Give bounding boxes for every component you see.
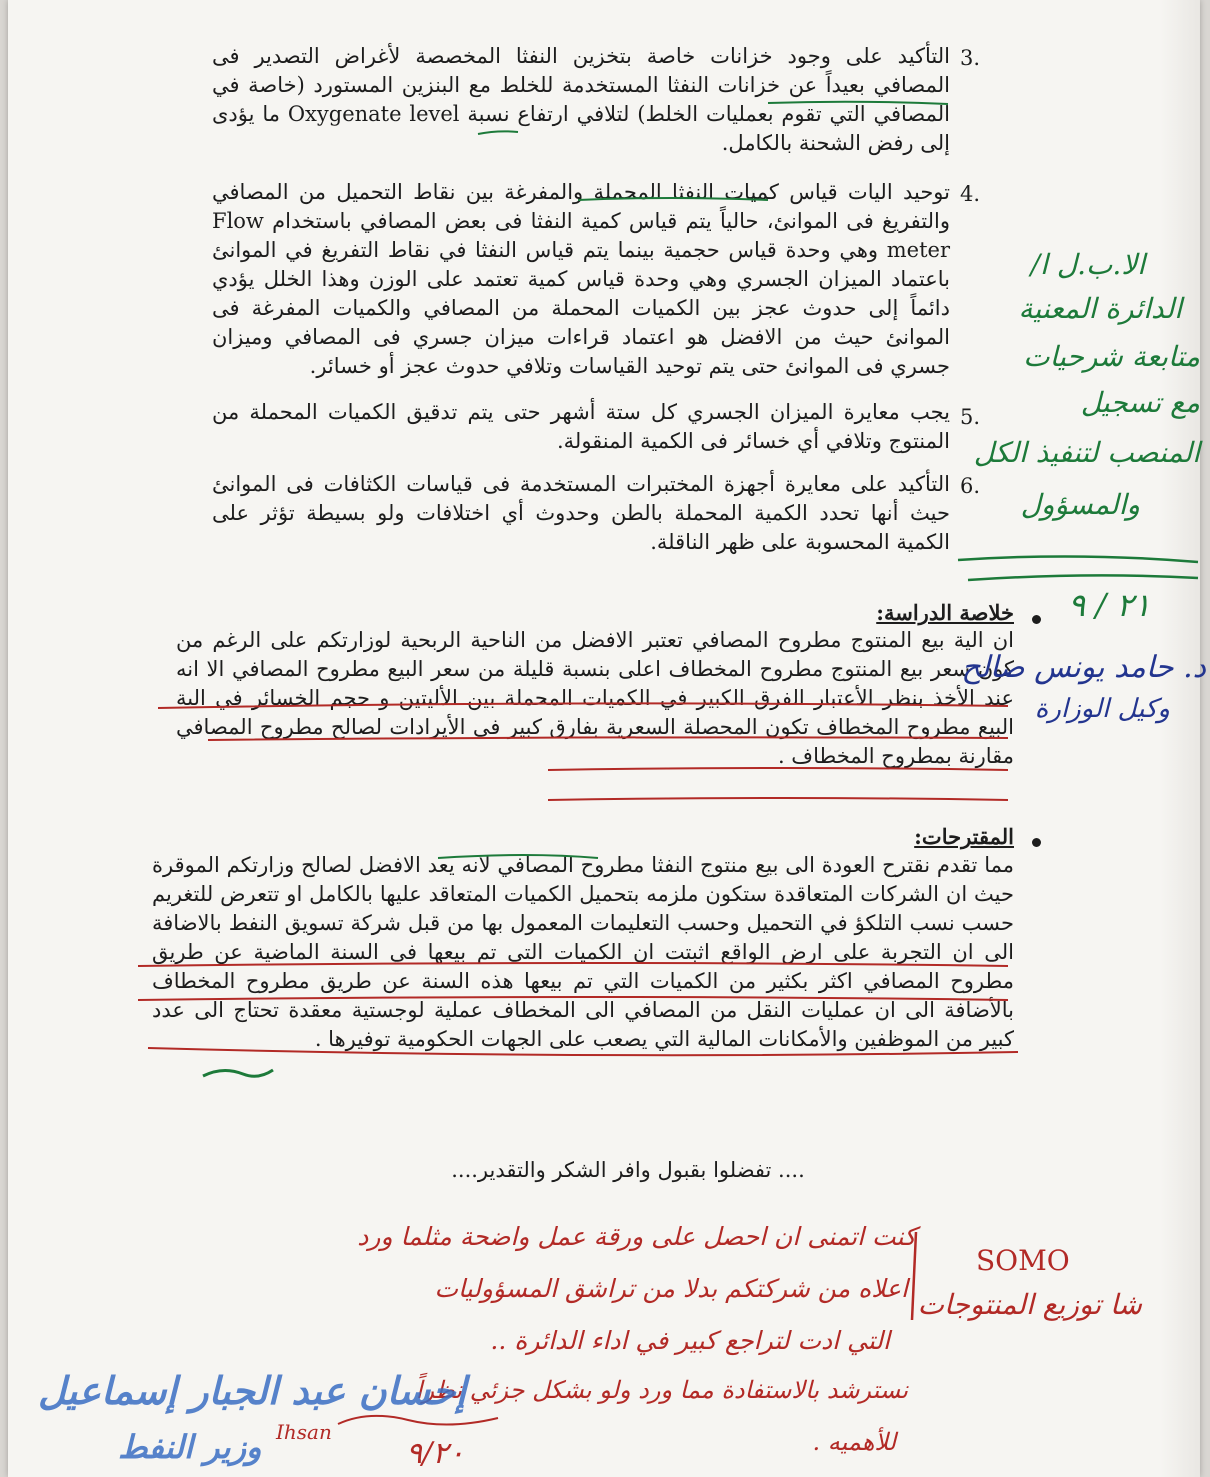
proposals-text: مما تقدم نقترح العودة الى بيع منتوج النفثا مطروح المصافي لانه يعد الافضل لصالح وزارتكم الموقرة حيث ان الشركات المتعاقدة ستكون ملزمه بتحميل الكميات المتعاقد عليها بالكامل او تتعرض للتغريم حسب نسب التلكؤ في التحميل وحسب التعليمات المعمول بها من قبل شركة تسويق النفط بالاضافة الى ان التجربة على ارض الواقع اثبتت ان الكميات التي تم بيعها في السنة الماضية عن طريق مطروح المصافي اكثر بكثير من الكميات التي تم بيعها هذه السنة عن طريق مطروح المخطاف بالأضافة الى ان عمليات النقل من المصافي الى المخطاف عملية لوجستية معقدة تحتاج الى عدد كبير من الموظفين والأمكانات المالية التي يصعب على الجهات الحكومية توفيرها . xyxy=(152,853,1014,1051)
pen-marks xyxy=(8,0,1200,1477)
green-margin-line-1 xyxy=(958,556,1198,562)
red-note-line-1: كنت اتمنى ان احصل على ورقة عمل واضحة مثلما ورد xyxy=(357,1222,916,1251)
item-5-text: يجب معايرة الميزان الجسري كل ستة أشهر حتى يتم تدقيق الكميات المحملة من المنتوج وتلافي أي خسائر فى الكمية المنقولة. xyxy=(212,400,950,453)
red-vertical-separator xyxy=(912,1232,916,1320)
green-date: ٢١ / ٩ xyxy=(1068,586,1151,624)
red-note-line-4: نسترشد بالاستفادة مما ورد ولو بشكل جزئي نظراً xyxy=(415,1376,908,1404)
red-signature: Ihsan xyxy=(276,1420,332,1444)
item-5-number: 5. xyxy=(960,405,981,429)
red-note-line-2: اعلاه من شركتكم بدلا من تراشق المسؤوليات xyxy=(434,1274,908,1303)
green-margin-note-line-6: والمسؤول xyxy=(1020,488,1140,521)
red-underline-summary-1 xyxy=(158,703,1008,708)
proposals-heading: المقترحات: xyxy=(914,824,1014,849)
red-date: ٩/٢٠ xyxy=(406,1436,465,1471)
summary-heading: خلاصة الدراسة: xyxy=(876,600,1014,625)
green-margin-note-line-5: المنصب لتنفيذ الكل xyxy=(973,436,1200,469)
blue-note-line-2: وكيل الوزارة xyxy=(1034,694,1170,724)
green-squiggle xyxy=(203,1070,273,1076)
blue-note-line-1: د. حامد يونس صالح xyxy=(961,650,1206,685)
red-underline-summary-2 xyxy=(208,737,1008,740)
green-margin-line-2 xyxy=(968,575,1198,580)
document-page xyxy=(8,0,1206,1477)
green-margin-note-line-1: الا.ب.ل ا/ xyxy=(1030,248,1145,281)
green-underline-2 xyxy=(478,131,518,134)
item-3-text: التأكيد على وجود خزانات خاصة بتخزين النفثا المخصصة لأغراض التصدير فى المصافي بعيداً عن خزانات النفثا المستخدمة للخلط مع البنزين المستورد (خاصة في المصافي التي تقوم بعمليات الخلط) لتلافي ارتفاع نسبة Oxygenate level ما يؤدى إلى رفض الشحنة بالكامل. xyxy=(212,44,950,155)
minister-stamp-name: إحسان عبد الجبار إسماعيل xyxy=(38,1368,467,1413)
item-6-number: 6. xyxy=(960,474,981,498)
red-note-line-5: للأهميه . xyxy=(812,1428,896,1456)
green-underline-proposals xyxy=(438,855,598,858)
red-underline-summary-3 xyxy=(548,768,1008,770)
item-4-text: توحيد اليات قياس كميات النفثا المحملة والمفرغة بين نقاط التحميل من المصافي والتفريغ فى الموانئ، حالياً يتم قياس كمية النفثا فى بعض المصافي باستخدام Flow meter وهي وحدة قياس حجمية بينما يتم قياس النفثا في نقاط التفريغ في الموانئ باعتماد الميزان الجسري وهي وحدة قياس كمية تعتمد على الوزن وهذا الخلل يؤدي دائماً إلى حدوث عجز بين الكميات المحملة من المصافي والكميات المفرغة فى الموانئ حيث من الافضل هو اعتماد قراءات ميزان جسري فى المصافي وميزان جسري فى الموانئ حتى يتم توحيد القياسات وتلافي حدوث عجز أو خسائر. xyxy=(212,180,950,378)
green-margin-note-line-2: الدائرة المعنية xyxy=(1018,292,1182,325)
red-side-note-somo: SOMO xyxy=(976,1244,1070,1277)
item-4-number: 4. xyxy=(960,182,981,206)
summary-text: ان الية بيع المنتوج مطروح المصافي تعتبر الافضل من الناحية الربحية لوزارتكم على الرغم من كون سعر بيع المنتوج مطروح المخطاف اعلى بنسبة قليلة من سعر البيع مطروح المصافي الا انه عند الأخذ بنظر الأعتبار الفرق الكبير في الكميات المحملة بين الأليتين و حجم الخسائر في الية البيع مطروح المخطاف تكون المحصلة السعرية بفارق كبير في الأيرادات لصالح مطروح المصافي مقارنة بمطروح المخطاف . xyxy=(176,628,1014,768)
green-margin-note-line-4: مع تسجيل xyxy=(1080,386,1200,419)
item-3-number: 3. xyxy=(960,46,981,70)
red-underline-summary-4 xyxy=(548,798,1008,800)
minister-stamp-title: وزير النفط xyxy=(118,1428,262,1466)
green-margin-note-line-3: متابعة شرحيات xyxy=(1023,340,1200,373)
red-underline-proposals-2 xyxy=(138,997,1008,1000)
closing-line: .... تفضلوا بقبول وافر الشكر والتقدير.... xyxy=(451,1158,805,1182)
green-underline-1 xyxy=(768,102,948,104)
red-underline-proposals-3 xyxy=(148,1048,1018,1055)
red-side-note-line-2: شا توزيع المنتوجات xyxy=(917,1288,1142,1321)
red-underline-proposals-1 xyxy=(138,963,1008,966)
green-underline-3 xyxy=(578,198,768,200)
item-6-text: التأكيد على معايرة أجهزة المختبرات المستخدمة فى قياسات الكثافات فى الموانئ حيث أنها تحدد الكمية المحملة بالطن وحدوث أي اختلافات ولو بسيطة تؤثر على الكمية المحسوبة على ظهر الناقلة. xyxy=(212,472,950,554)
red-signature-stroke xyxy=(338,1416,498,1425)
red-note-line-3: التي ادت لتراجع كبير في اداء الدائرة .. xyxy=(490,1326,890,1355)
